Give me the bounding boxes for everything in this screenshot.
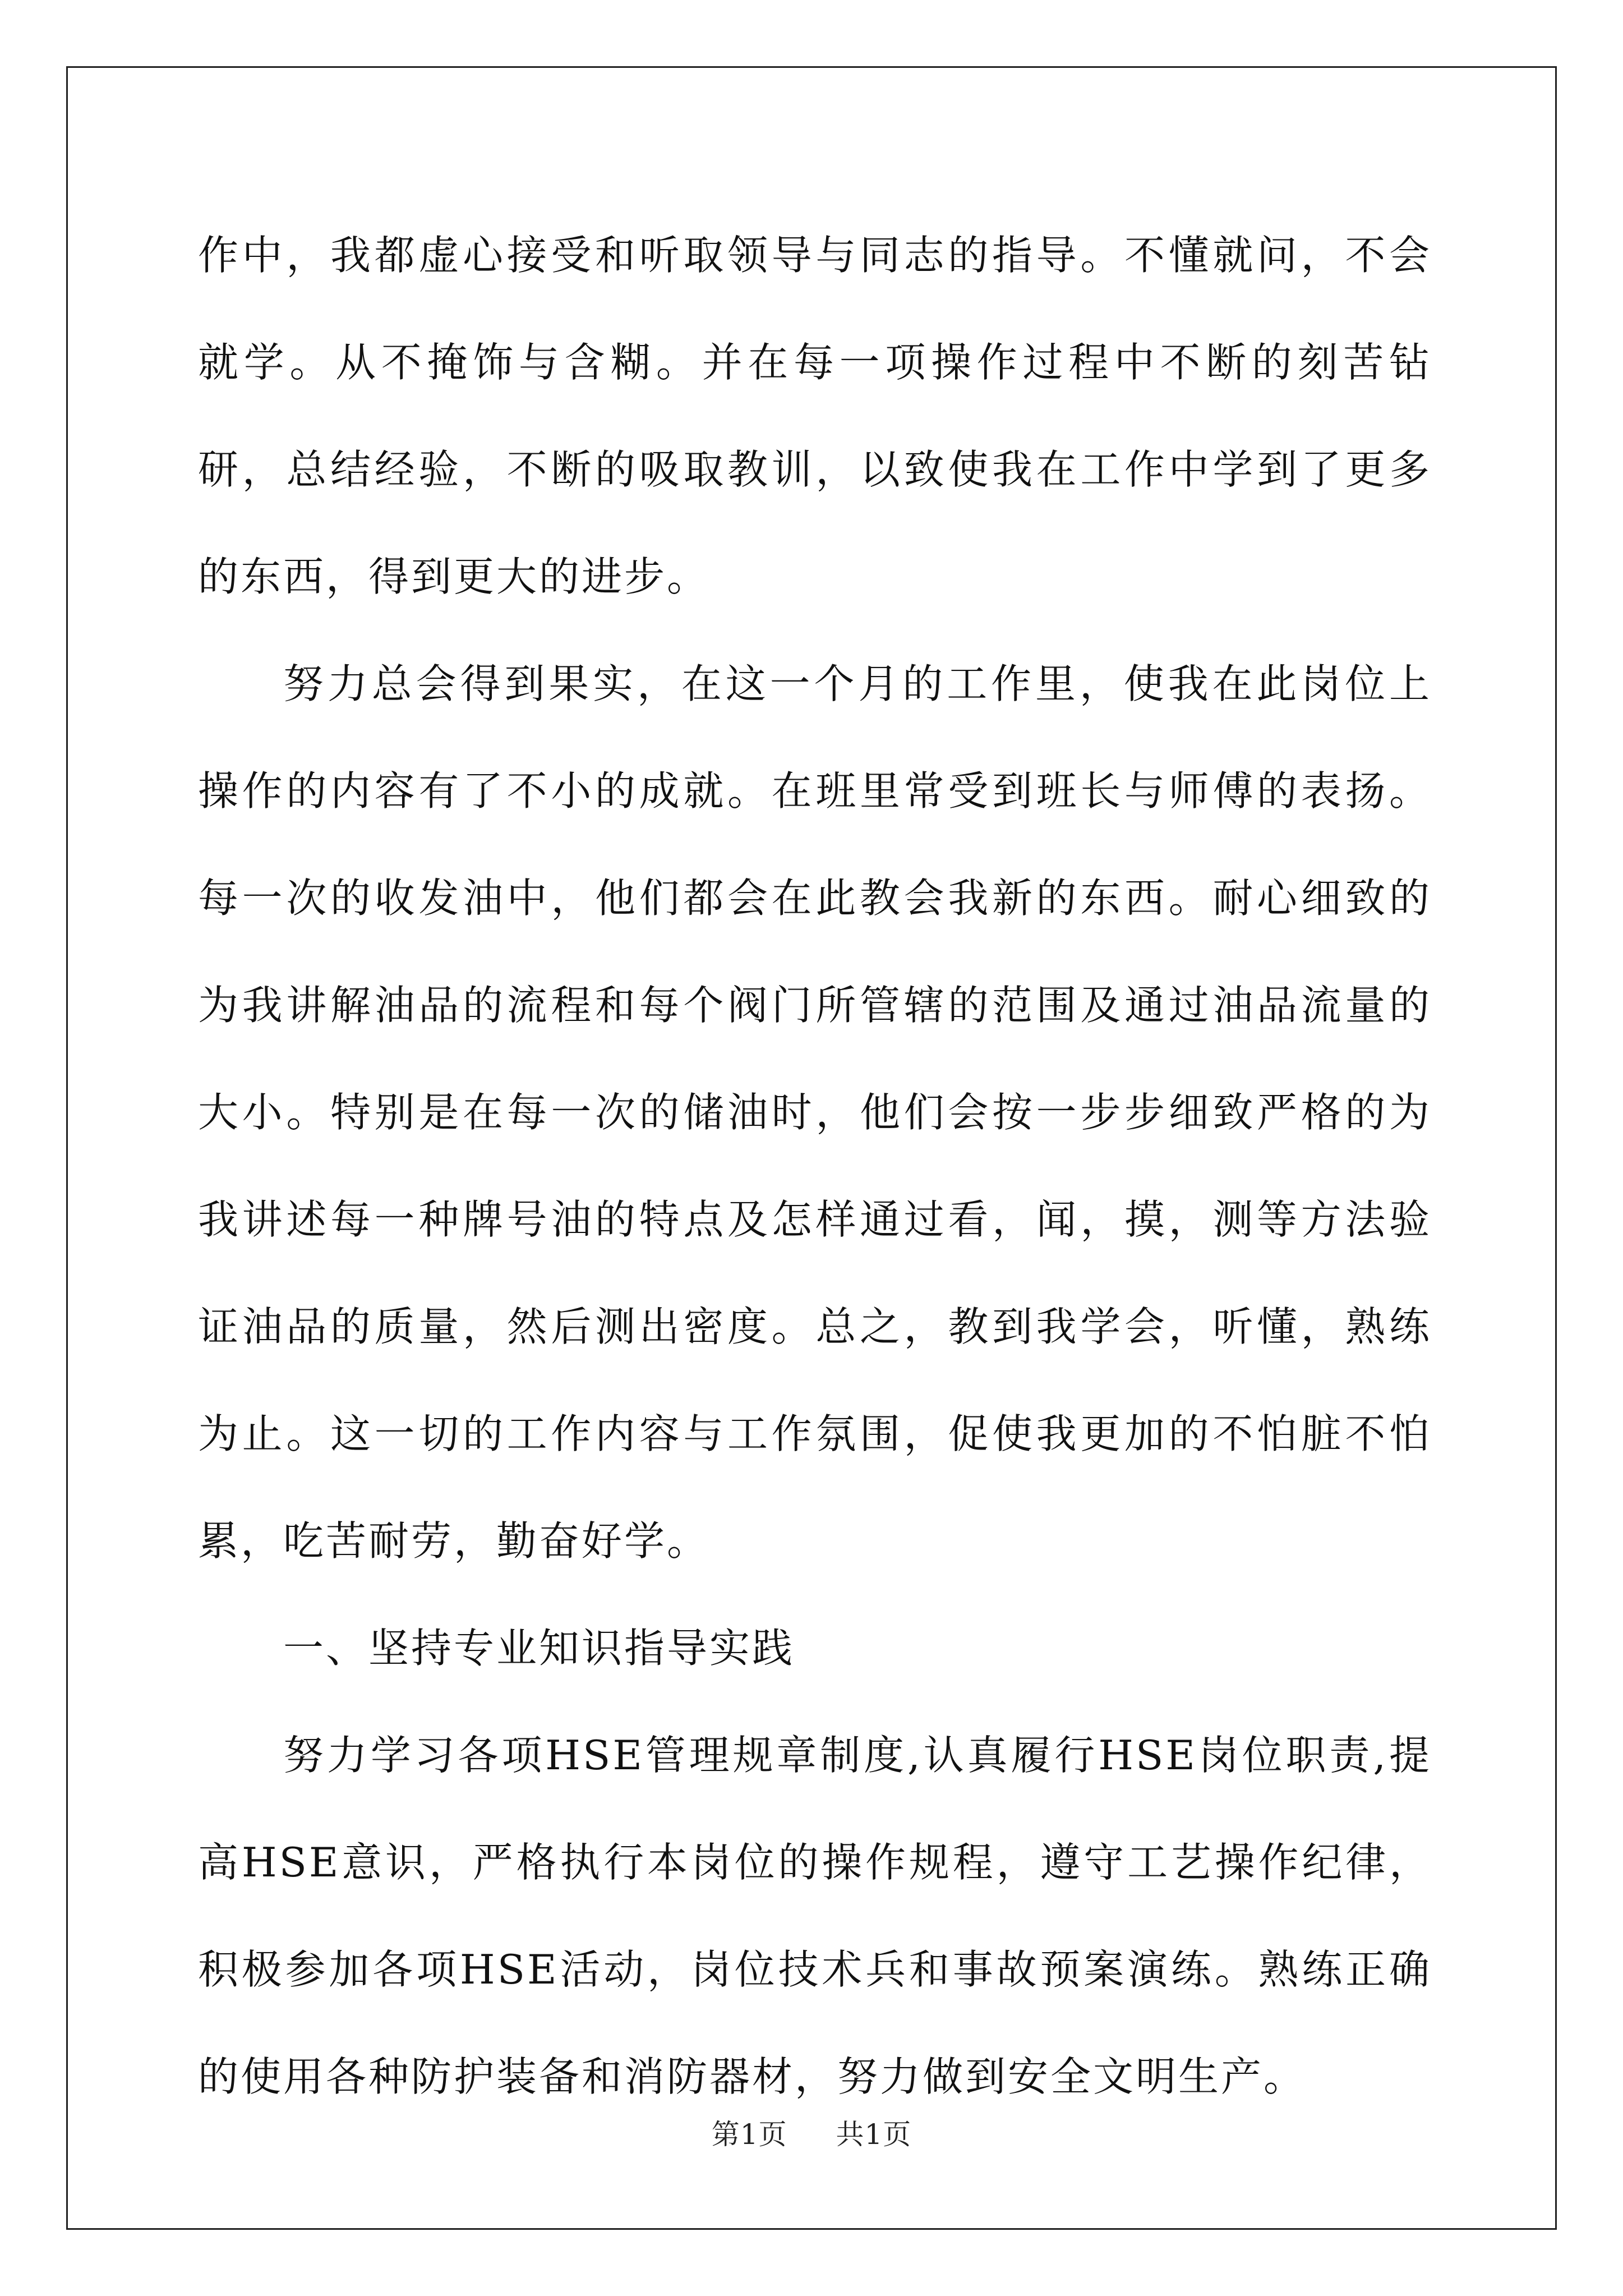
paragraph-1: 作中，我都虚心接受和听取领导与同志的指导。不懂就问，不会就学。从不掩饰与含糊。并在每一项操作过程中不断的刻苦钻研，总结经验，不断的吸取教训，以致使我在工作中学到了更多的东西，得到更大的进步。 bbox=[198, 232, 1432, 600]
page-footer bbox=[0, 2118, 1623, 2151]
section-heading: 一、坚持专业知识指导实践 bbox=[283, 1625, 795, 1672]
page-number-current: 第1页 bbox=[711, 2118, 787, 2151]
paragraph-2: 努力总会得到果实，在这一个月的工作里，使我在此岗位上操作的内容有了不小的成就。在班里常受到班长与师傅的表扬。每一次的收发油中，他们都会在此教会我新的东西。耐心细致的为我讲解油品的流程和每个阀门所管辖的范围及通过油品流量的大小。特别是在每一次的储油时，他们会按一步步细致严格的为我讲述每一种牌号油的特点及怎样通过看，闻，摸，测等方法验证油品的质量，然后测出密度。总之，教到我学会，听懂，熟练为止。这一切的工作内容与工作氛围，促使我更加的不怕脏不怕累，吃苦耐劳，勤奋好学。 bbox=[198, 660, 1432, 1565]
document-body bbox=[198, 202, 1432, 2131]
paragraph-3: 努力学习各项HSE管理规章制度,认真履行HSE岗位职责,提高HSE意识，严格执行本岗位的操作规程，遵守工艺操作纪律，积极参加各项HSE活动，岗位技术兵和事故预案演练。熟练正确的使用各种防护装备和消防器材，努力做到安全文明生产。 bbox=[198, 1732, 1432, 2100]
page-number-total: 共1页 bbox=[836, 2118, 912, 2151]
